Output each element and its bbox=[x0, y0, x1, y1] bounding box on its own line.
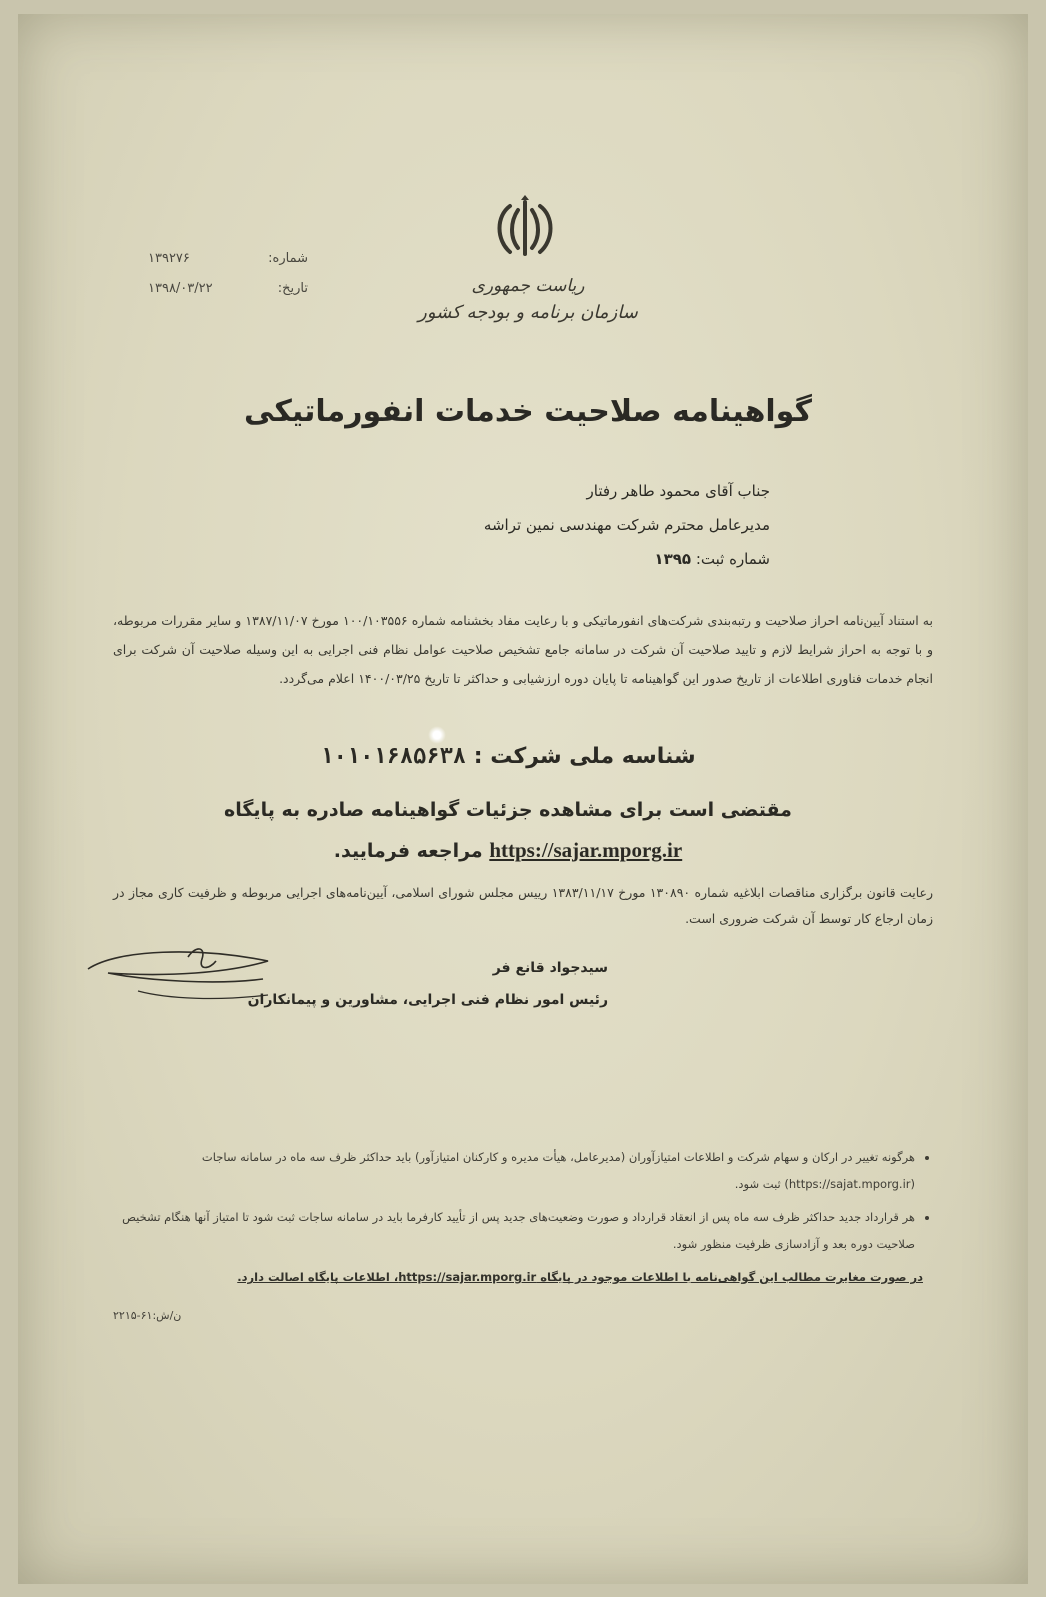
portal-notice-suffix: مراجعه فرمایید. bbox=[333, 840, 483, 862]
certificate-title: گواهینامه صلاحیت خدمات انفورماتیکی bbox=[244, 394, 812, 429]
registration-label: شماره ثبت: bbox=[695, 550, 770, 568]
national-id-value: ۱۰۱۰۱۶۸۵۶۳۸ bbox=[320, 744, 467, 769]
notes-block bbox=[113, 1144, 933, 1264]
notes-list bbox=[113, 1144, 933, 1258]
letter-number-row bbox=[148, 244, 308, 274]
portal-notice bbox=[198, 790, 818, 871]
portal-url-link[interactable]: https://sajar.mporg.ir bbox=[489, 838, 683, 862]
registration-row bbox=[270, 542, 770, 576]
addressee-block bbox=[270, 474, 770, 576]
law-compliance-text: رعایت قانون برگزاری مناقصات ابلاغیه شماره ۱۳۰۸۹۰ مورخ ۱۳۸۳/۱۱/۱۷ رییس مجلس شورای اسلامی، آیین‌نامه‌های اجرایی مربوطه و ظرفیت کاری مجاز در زمان ارجاع کار توسط آن شرکت ضروری است. bbox=[113, 885, 933, 926]
registration-value: ۱۳۹۵ bbox=[654, 550, 692, 568]
letter-number-label: شماره: bbox=[268, 251, 308, 266]
iran-emblem-icon bbox=[490, 194, 560, 264]
national-id-label: شناسه ملی شرکت : bbox=[473, 744, 696, 769]
photo-glare bbox=[428, 726, 446, 744]
letter-meta bbox=[148, 244, 308, 304]
certificate-page bbox=[18, 14, 1028, 1584]
letter-date-row bbox=[148, 274, 308, 304]
signer-position: رئیس امور نظام فنی اجرایی، مشاورین و پیمانکاران bbox=[247, 992, 608, 1008]
authenticity-footer: در صورت مغایرت مطالب این گواهی‌نامه با اطلاعات موجود در پایگاه https://sajar.mporg.ir، اطلاعات پایگاه اصالت دارد. bbox=[237, 1270, 923, 1284]
letter-number-value: ۱۳۹۲۷۶ bbox=[148, 251, 190, 266]
addressee-name: جناب آقای محمود طاهر رفتار bbox=[586, 482, 770, 500]
portal-notice-line1: مقتضی است برای مشاهده جزئیات گواهینامه صادره به پایگاه bbox=[224, 799, 792, 821]
addressee-role: مدیرعامل محترم شرکت مهندسی نمین تراشه bbox=[483, 516, 770, 534]
certificate-body: به استناد آیین‌نامه احراز صلاحیت و رتبه‌بندی شرکت‌های انفورماتیکی و با رعایت مفاد بخشنامه شماره ۱۰۰/۱۰۳۵۵۶ مورخ ۱۳۸۷/۱۱/۰۷ و سایر مقررات مربوطه، و با توجه به احراز شرایط لازم و تایید صلاحیت آن شرکت در سامانه جامع تشخیص صلاحیت عوامل نظام فنی اجرایی به این وسیله صلاحیت آن شرکت برای انجام خدمات فناوری اطلاعات از تاریخ صدور این گواهینامه تا پایان دوره ارزشیابی و حداکثر تا تاریخ ۱۴۰۰/۰۳/۲۵ اعلام می‌گردد. bbox=[113, 613, 933, 686]
note-item: • هر قرارداد جدید حداکثر ظرف سه ماه پس از انعقاد قرارداد و صورت وضعیت‌های جدید پس از تأیید کارفرما باید در سامانه ساجات ثبت شود تا امتیاز آنها هنگام تشخیص صلاحیت دوره بعد و آزادسازی ظرفیت منظور شود. bbox=[113, 1204, 915, 1258]
signer-name: سیدجواد قانع فر bbox=[492, 960, 608, 976]
note-item: • هرگونه تغییر در ارکان و سهام شرکت و اطلاعات امتیازآوران (مدیرعامل، هیأت مدیره و کارکنان امتیازآور) باید حداکثر ظرف سه ماه در سامانه ساجات (https://sajat.mporg.ir) ثبت شود. bbox=[113, 1144, 915, 1198]
organization-name bbox=[418, 276, 638, 323]
letter-date-value: ۱۳۹۸/۰۳/۲۲ bbox=[148, 281, 213, 296]
letter-date-label: تاریخ: bbox=[277, 281, 308, 296]
org-line-agency: سازمان برنامه و بودجه کشور bbox=[418, 302, 638, 323]
org-line-presidency: ریاست جمهوری bbox=[471, 276, 585, 296]
portal-notice-line2 bbox=[198, 830, 818, 871]
signer-block bbox=[228, 952, 608, 1016]
document-reference: ن/ش:۶۱-۲۲۱۵ bbox=[113, 1309, 182, 1322]
national-id-row bbox=[298, 744, 718, 769]
